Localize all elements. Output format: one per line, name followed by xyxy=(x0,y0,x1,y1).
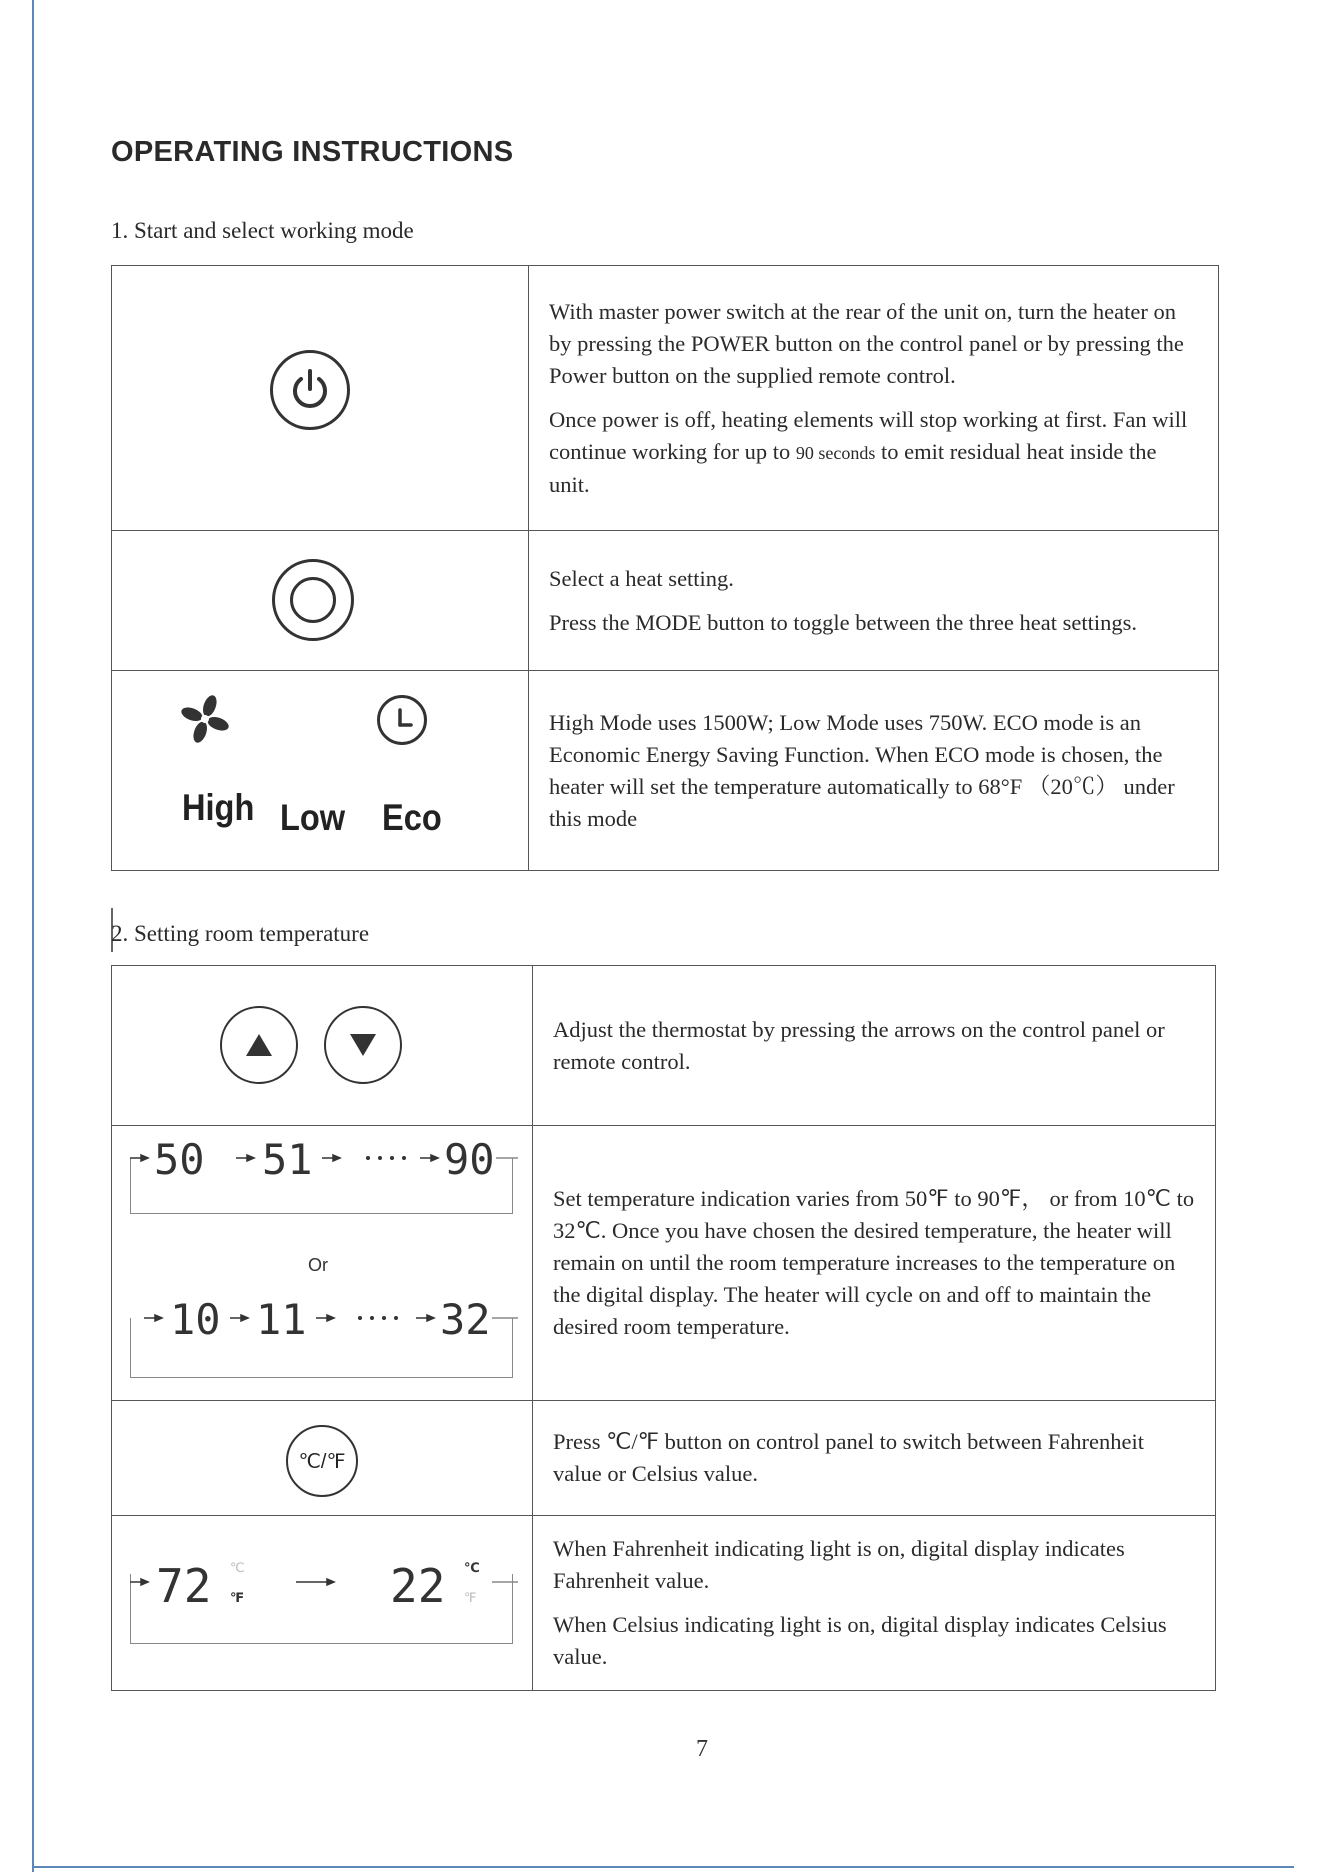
celsius-indicator-off: ℃ xyxy=(230,1561,245,1576)
paragraph: Set temperature indication varies from 50℉ to 90℉， or from 10℃ to 32℃. Once you have chosen the desired temperature, the heater will remain on until the room temperature increases to the temperature on the digital display. The heater will cycle on and off to maintain the desired room temperature. xyxy=(553,1186,1195,1339)
margin-rule xyxy=(32,0,34,1872)
table-row xyxy=(112,1401,1216,1516)
table-row xyxy=(112,266,1219,531)
table-row xyxy=(112,966,1216,1126)
paragraph xyxy=(549,404,1198,501)
page-number: 7 xyxy=(696,1736,708,1762)
table-row xyxy=(112,1516,1216,1691)
arrows-description xyxy=(533,966,1216,1126)
unit-display-description xyxy=(533,1516,1216,1691)
celsius-reading: 22 xyxy=(390,1559,446,1610)
unit-toggle-button-icon xyxy=(286,1425,358,1497)
fahrenheit-indicator-off: ℉ xyxy=(464,1591,477,1606)
mode-description xyxy=(529,531,1219,671)
paragraph: When Fahrenheit indicating light is on, digital display indicates Fahrenheit value. xyxy=(553,1536,1125,1593)
section-1-heading: 1. Start and select working mode xyxy=(111,218,414,243)
paragraph: Select a heat setting. xyxy=(549,565,734,591)
mode-inner-ring xyxy=(290,577,336,623)
unit-button-description xyxy=(533,1401,1216,1516)
fahrenheit-start: 50 xyxy=(154,1135,205,1178)
temperature-range-cell xyxy=(112,1126,533,1401)
paragraph: Adjust the thermostat by pressing the arrows on the control panel or remote control. xyxy=(553,1016,1165,1074)
room-temperature-table xyxy=(111,965,1216,1691)
fahrenheit-next: 51 xyxy=(262,1135,313,1178)
unit-toggle-label: ℃/℉ xyxy=(298,1450,346,1473)
unit-display-cell xyxy=(112,1516,533,1691)
paragraph: Press the MODE button to toggle between the three heat settings. xyxy=(549,609,1137,635)
eco-label: Eco xyxy=(382,797,442,838)
high-label: High xyxy=(182,787,255,828)
paragraph: Press ℃/℉ button on control panel to switch between Fahrenheit value or Celsius value. xyxy=(553,1429,1144,1486)
paragraph: With master power switch at the rear of the unit on, turn the heater on by pressing the POWER button on the control panel or by pressing the Power button on the supplied remote control. xyxy=(549,298,1184,388)
section-2-heading: 2. Setting room temperature xyxy=(111,921,370,946)
working-mode-table xyxy=(111,265,1219,871)
table-row xyxy=(112,671,1219,871)
celsius-end: 32 xyxy=(440,1295,491,1338)
fahrenheit-end: 90 xyxy=(444,1135,495,1178)
footer-rule xyxy=(32,1866,1294,1868)
celsius-next: 11 xyxy=(256,1295,307,1338)
text-span: Once power is off, heating elements will stop working at first. Fan will continue working for up to xyxy=(549,406,1188,464)
celsius-indicator-on: ℃ xyxy=(464,1561,480,1576)
power-button-icon xyxy=(270,350,350,430)
mode-icon-cell xyxy=(112,531,529,671)
fahrenheit-indicator-on: ℉ xyxy=(230,1591,245,1606)
fan-icon xyxy=(177,691,233,747)
temperature-range-description xyxy=(533,1126,1216,1401)
text-span: to emit residual heat inside the unit. xyxy=(549,438,1157,497)
unit-button-cell xyxy=(112,1401,533,1516)
down-arrow-button-icon xyxy=(324,1006,402,1084)
table-row xyxy=(112,531,1219,671)
clock-icon xyxy=(377,695,427,745)
page-title: OPERATING INSTRUCTIONS xyxy=(111,136,514,168)
text-span: 90 seconds xyxy=(795,442,876,463)
low-label: Low xyxy=(280,797,346,838)
paragraph: When Celsius indicating light is on, digital display indicates Celsius value. xyxy=(553,1612,1167,1669)
heat-levels-cell xyxy=(112,671,529,871)
table-row xyxy=(112,1126,1216,1401)
or-label: Or xyxy=(308,1255,328,1275)
unit-display-example xyxy=(126,1550,518,1610)
celsius-start: 10 xyxy=(170,1295,221,1338)
heat-levels-description xyxy=(529,671,1219,871)
celsius-sequence xyxy=(126,1292,518,1338)
power-icon-cell xyxy=(112,266,529,531)
fahrenheit-reading: 72 xyxy=(156,1559,212,1610)
arrows-cell xyxy=(112,966,533,1126)
mode-button-icon xyxy=(272,559,354,641)
up-arrow-button-icon xyxy=(220,1006,298,1084)
fahrenheit-sequence xyxy=(126,1134,518,1178)
paragraph: High Mode uses 1500W; Low Mode uses 750W. ECO mode is an Economic Energy Saving Function. When ECO mode is chosen, the heater will set the temperature automatically to 68°F （20℃） under this mode xyxy=(549,709,1175,831)
power-description xyxy=(529,266,1219,531)
